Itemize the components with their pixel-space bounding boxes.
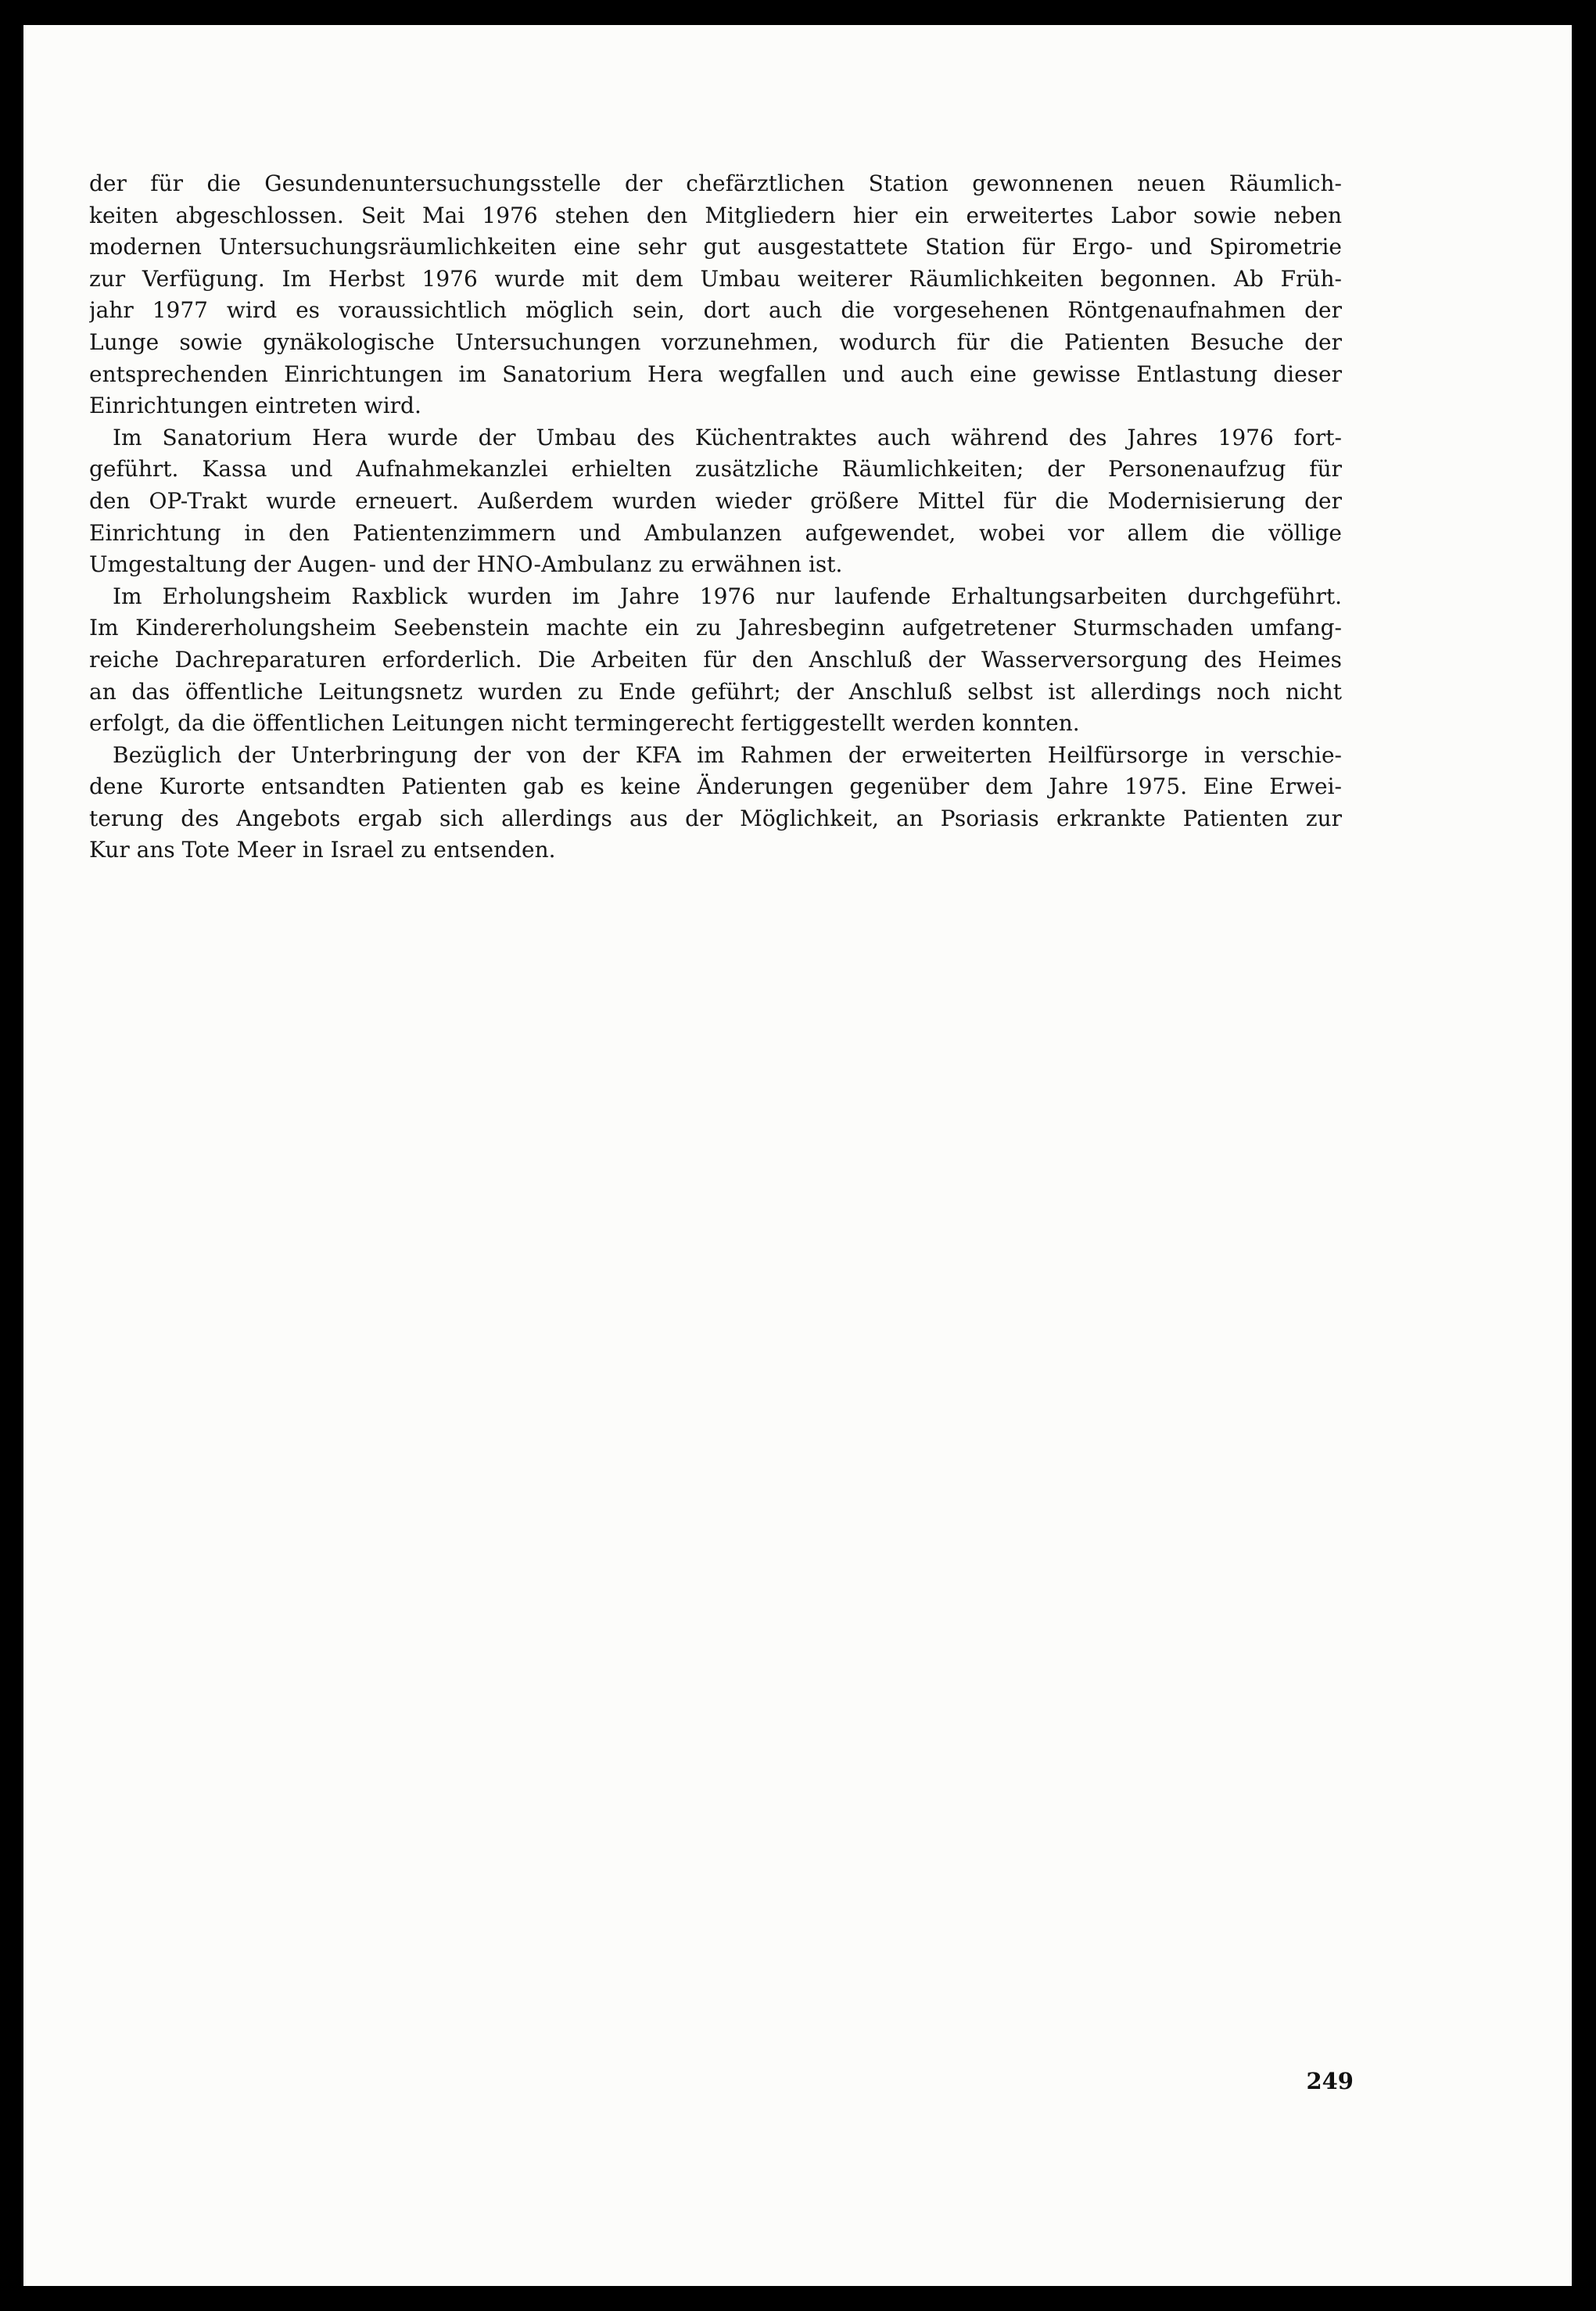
text-line: geführt. Kassa und Aufnahmekanzlei erhielten zusätzliche Räumlichkeiten; der Personenaufzug für — [89, 456, 1342, 483]
document-page — [23, 25, 1572, 2286]
text-line: den OP-Trakt wurde erneuert. Außerdem wurden wieder größere Mittel für die Modernisierung der — [89, 487, 1342, 514]
text-line: Kur ans Tote Meer in Israel zu entsenden. — [89, 837, 556, 863]
text-line: der für die Gesundenuntersuchungsstelle der chefärztlichen Station gewonnenen neuen Räumlich- — [89, 170, 1342, 196]
text-line: Einrichtung in den Patientenzimmern und Ambulanzen aufgewendet, wobei vor allem die völlige — [89, 519, 1342, 546]
text-line: modernen Untersuchungsräumlichkeiten eine sehr gut ausgestattete Station für Ergo- und Spirometrie — [89, 234, 1342, 260]
text-line: zur Verfügung. Im Herbst 1976 wurde mit dem Umbau weiterer Räumlichkeiten begonnen. Ab Früh- — [89, 265, 1342, 292]
text-line: terung des Angebots ergab sich allerdings aus der Möglichkeit, an Psoriasis erkrankte Patienten zur — [89, 805, 1342, 831]
body-text — [89, 168, 1342, 867]
text-line: Einrichtungen eintreten wird. — [89, 393, 421, 419]
text-line: entsprechenden Einrichtungen im Sanatorium Hera wegfallen und auch eine gewisse Entlastung dieser — [89, 361, 1342, 387]
text-line: reiche Dachreparaturen erforderlich. Die Arbeiten für den Anschluß der Wasserversorgung des Heimes — [89, 646, 1342, 673]
text-line: erfolgt, da die öffentlichen Leitungen nicht termingerecht fertiggestellt werden konnten. — [89, 710, 1080, 737]
text-line: dene Kurorte entsandten Patienten gab es keine Änderungen gegenüber dem Jahre 1975. Eine Erwei- — [89, 773, 1342, 800]
text-line: Im Sanatorium Hera wurde der Umbau des Küchentraktes auch während des Jahres 1976 fort- — [113, 424, 1342, 450]
text-line: keiten abgeschlossen. Seit Mai 1976 stehen den Mitgliedern hier ein erweitertes Labor sowie neben — [89, 202, 1342, 228]
text-line: Umgestaltung der Augen- und der HNO-Ambulanz zu erwähnen ist. — [89, 551, 843, 578]
text-line: Lunge sowie gynäkologische Untersuchungen vorzunehmen, wodurch für die Patienten Besuche der — [89, 328, 1342, 355]
text-line: Bezüglich der Unterbringung der von der KFA im Rahmen der erweiterten Heilfürsorge in verschie- — [113, 741, 1342, 768]
text-line: Im Kindererholungsheim Seebenstein machte ein zu Jahresbeginn aufgetretener Sturmschaden umfang- — [89, 615, 1342, 641]
text-line: Im Erholungsheim Raxblick wurden im Jahre 1976 nur laufende Erhaltungsarbeiten durchgeführt. — [113, 583, 1342, 609]
text-line: an das öffentliche Leitungsnetz wurden zu Ende geführt; der Anschluß selbst ist allerdings noch nicht — [89, 678, 1342, 705]
text-line: jahr 1977 wird es voraussichtlich möglich sein, dort auch die vorgesehenen Röntgenaufnahmen der — [89, 297, 1342, 324]
page-number: 249 — [1306, 2068, 1354, 2094]
